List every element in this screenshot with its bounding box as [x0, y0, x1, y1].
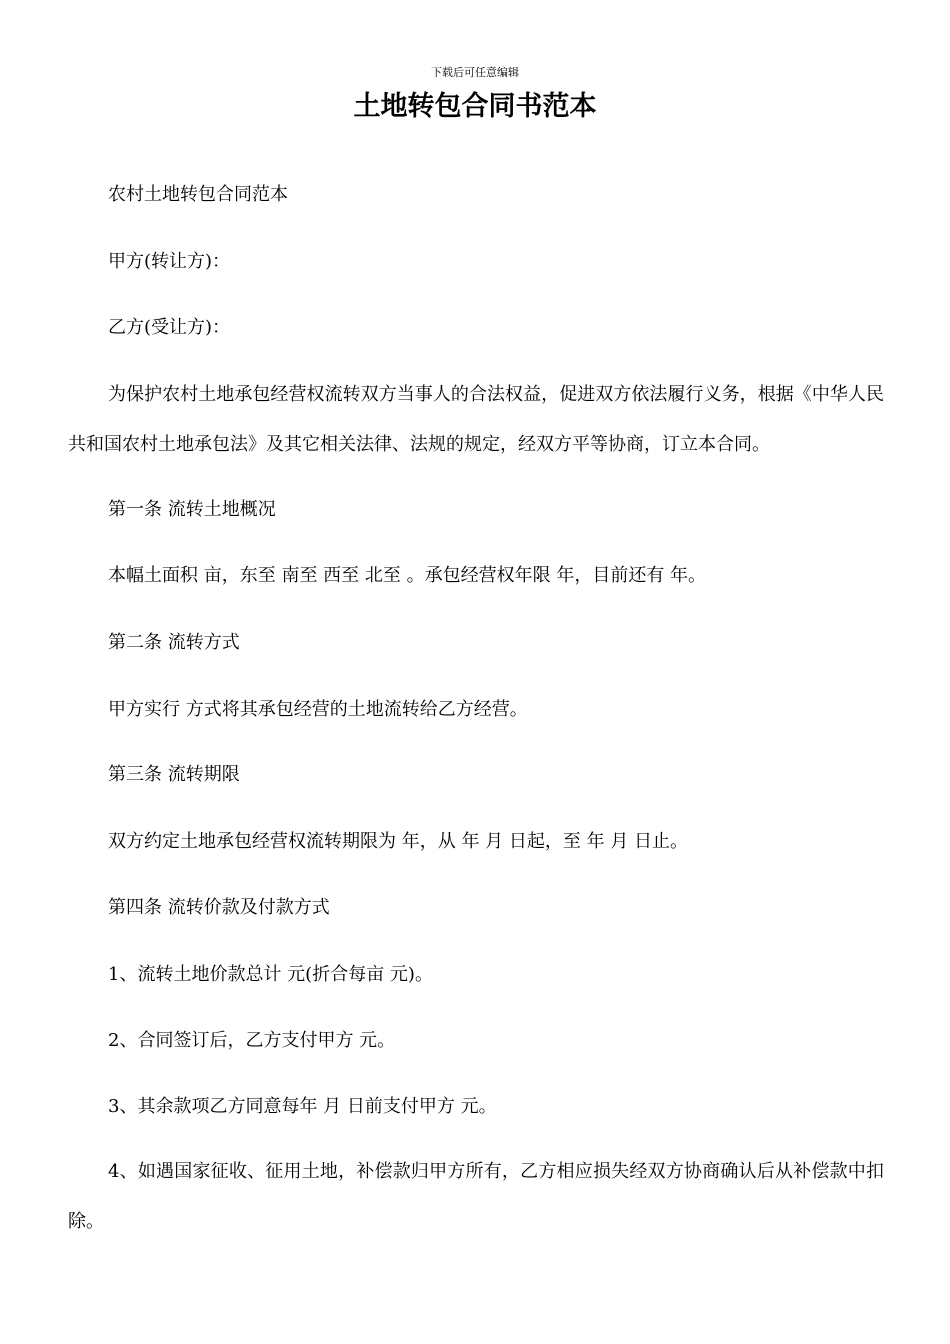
paragraph-preamble: 为保护农村土地承包经营权流转双方当事人的合法权益，促进双方依法履行义务，根据《中华人民共和国农村土地承包法》及其它相关法律、法规的规定，经双方平等协商，订立本合同。	[68, 384, 884, 455]
article-4-item-4: 4、如遇国家征收、征用土地，补偿款归甲方所有，乙方相应损失经双方协商确认后从补偿款中扣除。	[68, 1161, 884, 1232]
article-1-heading: 第一条 流转土地概况	[108, 499, 276, 520]
article-2-heading: 第二条 流转方式	[108, 632, 240, 653]
article-4-item-2: 2、合同签订后，乙方支付甲方 元。	[108, 1030, 396, 1051]
article-4-item-3: 3、其余款项乙方同意每年 月 日前支付甲方 元。	[108, 1096, 497, 1117]
paragraph-subtitle: 农村土地转包合同范本	[108, 184, 288, 205]
header-note: 下载后可任意编辑	[431, 66, 519, 79]
article-3-content: 双方约定土地承包经营权流转期限为 年，从 年 月 日起，至 年 月 日止。	[108, 831, 689, 852]
article-4-item-1: 1、流转土地价款总计 元(折合每亩 元)。	[108, 964, 433, 985]
article-3-heading: 第三条 流转期限	[108, 764, 240, 785]
paragraph-party-b: 乙方(受让方)：	[108, 317, 231, 338]
article-4-heading: 第四条 流转价款及付款方式	[108, 897, 330, 918]
article-1-content: 本幅土面积 亩，东至 南至 西至 北至 。承包经营权年限 年，目前还有 年。	[108, 565, 707, 586]
article-2-content: 甲方实行 方式将其承包经营的土地流转给乙方经营。	[108, 699, 528, 720]
paragraph-party-a: 甲方(转让方)：	[108, 251, 231, 272]
document-title: 土地转包合同书范本	[353, 91, 597, 122]
